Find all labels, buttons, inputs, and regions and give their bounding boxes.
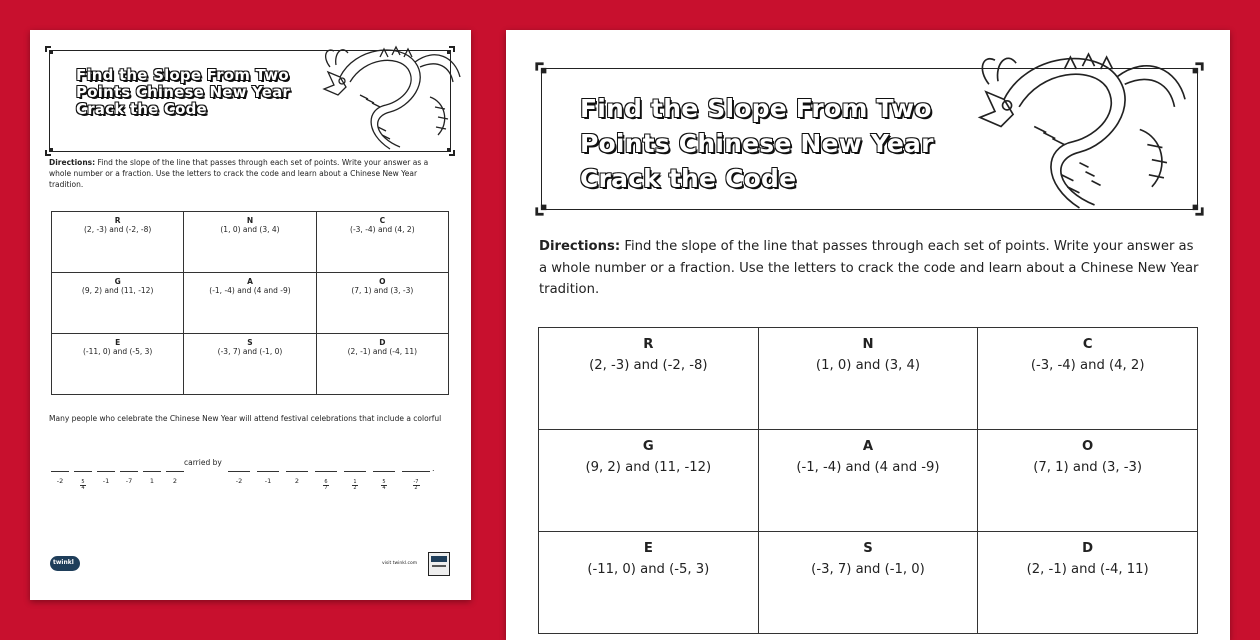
cell-letter: A — [862, 439, 874, 454]
code-value: 2 — [294, 477, 300, 485]
code-value: $\frac{5}{4}$ — [382, 479, 386, 491]
problem-cell — [758, 328, 978, 430]
code-value: $\frac{-7}{2}$ — [413, 479, 419, 491]
directions — [539, 236, 1199, 301]
cell-points: (2, -3) and (-2, -8) — [84, 225, 152, 234]
problem-grid — [51, 211, 449, 395]
website-text: visit twinkl.com — [382, 561, 418, 566]
problem-cell — [52, 212, 184, 273]
cell-letter: E — [643, 541, 653, 556]
answer-blank — [373, 471, 395, 472]
cell-points: (-3, 7) and (-1, 0) — [217, 347, 283, 356]
brand-name: twinkl — [53, 559, 74, 566]
cell-letter: C — [379, 216, 386, 225]
answer-blank — [97, 471, 115, 472]
cell-points: (-1, -4) and (4 and -9) — [796, 460, 940, 475]
answer-blank — [120, 471, 138, 472]
answer-blank — [51, 471, 69, 472]
cell-points: (-3, -4) and (4, 2) — [1030, 358, 1145, 373]
problem-cell — [539, 532, 759, 634]
problem-cell — [758, 430, 978, 532]
answer-blank — [74, 471, 92, 472]
cell-points: (1, 0) and (3, 4) — [815, 358, 921, 373]
code-value: -1 — [102, 477, 110, 485]
problem-cell — [539, 328, 759, 430]
problem-cell — [316, 334, 448, 395]
corner-ornament-icon — [534, 61, 556, 83]
title-line: Points Chinese New Year — [76, 82, 291, 101]
cell-points: (-11, 0) and (-5, 3) — [82, 347, 153, 356]
answer-blank — [344, 471, 366, 472]
answer-blank — [286, 471, 308, 472]
directions-label: Directions: — [49, 158, 96, 167]
title-line: Find the Slope From Two — [76, 66, 289, 84]
cell-letter: R — [643, 337, 654, 352]
answer-blank — [402, 471, 430, 472]
code-value: -1 — [264, 477, 272, 485]
corner-ornament-icon — [534, 195, 556, 217]
carried-by-text: carried by — [184, 458, 222, 467]
problem-cell — [758, 532, 978, 634]
cell-letter: R — [114, 216, 121, 225]
title-line: Points Chinese New Year — [580, 129, 934, 158]
corner-ornament-icon — [44, 45, 60, 61]
cell-points: (2, -1) and (-4, 11) — [347, 347, 418, 356]
publisher-badge-icon — [428, 552, 450, 576]
corner-ornament-icon — [44, 141, 60, 157]
dragon-illustration — [320, 37, 470, 155]
answer-blank — [228, 471, 250, 472]
problem-cell — [52, 334, 184, 395]
problem-cell — [184, 273, 316, 334]
problem-cell — [978, 328, 1198, 430]
directions-text: Find the slope of the line that passes through each set of points. Write your answer as a whole number or a fraction. Use the letters to crack the code and learn about a Chinese New Year tradition. — [539, 239, 1199, 297]
title-banner — [541, 68, 1198, 210]
cell-points: (7, 1) and (3, -3) — [351, 286, 414, 295]
cell-points: (1, 0) and (3, 4) — [220, 225, 280, 234]
answer-blank — [257, 471, 279, 472]
worksheet-title — [76, 67, 290, 117]
cell-letter: A — [247, 277, 253, 286]
cell-letter: O — [1082, 439, 1094, 454]
cell-letter: G — [642, 439, 654, 454]
cell-letter: D — [1082, 541, 1094, 556]
problem-cell — [978, 532, 1198, 634]
cell-letter: N — [246, 216, 254, 225]
cell-points: (7, 1) and (3, -3) — [1033, 460, 1143, 475]
cell-points: (-3, -4) and (4, 2) — [350, 225, 415, 234]
code-value: $\frac{1}{2}$ — [353, 479, 357, 491]
title-line: Crack the Code — [76, 99, 207, 118]
cell-letter: S — [863, 541, 873, 556]
cell-points: (-3, 7) and (-1, 0) — [811, 562, 925, 577]
cell-letter: S — [247, 338, 253, 347]
code-value: $\frac{5}{4}$ — [81, 479, 85, 491]
problem-cell — [52, 273, 184, 334]
cell-letter: D — [379, 338, 386, 347]
puzzle-sentence: Many people who celebrate the Chinese New Year will attend festival celebrations that include a colorful — [49, 414, 442, 423]
problem-cell — [978, 430, 1198, 532]
cell-letter: E — [115, 338, 121, 347]
problem-cell — [184, 334, 316, 395]
twinkl-logo-icon — [50, 556, 80, 571]
code-value: -2 — [56, 477, 64, 485]
cell-letter: N — [862, 337, 874, 352]
problem-cell — [539, 430, 759, 532]
worksheet-page-preview — [30, 30, 471, 600]
cell-points: (-11, 0) and (-5, 3) — [587, 562, 710, 577]
answer-blank — [143, 471, 161, 472]
worksheet-title — [580, 91, 934, 196]
problem-cell — [316, 212, 448, 273]
problem-grid — [538, 327, 1198, 634]
directions-label: Directions: — [539, 239, 621, 254]
answer-blank — [166, 471, 184, 472]
code-value: -2 — [235, 477, 243, 485]
cell-letter: C — [1082, 337, 1093, 352]
sentence-period: . — [432, 464, 435, 473]
code-value: -7 — [125, 477, 133, 485]
cell-points: (2, -3) and (-2, -8) — [589, 358, 708, 373]
title-line: Crack the Code — [580, 164, 797, 193]
code-line — [30, 450, 471, 500]
problem-cell — [316, 273, 448, 334]
cell-points: (2, -1) and (-4, 11) — [1026, 562, 1149, 577]
answer-blank — [315, 471, 337, 472]
cell-points: (-1, -4) and (4 and -9) — [209, 286, 291, 295]
cell-letter: O — [379, 277, 386, 286]
cell-letter: G — [114, 277, 121, 286]
title-line: Find the Slope From Two — [580, 94, 932, 123]
worksheet-page-zoom — [506, 30, 1230, 640]
code-value: $\frac{6}{7}$ — [324, 479, 328, 491]
title-banner — [49, 50, 451, 152]
cell-points: (9, 2) and (11, -12) — [585, 460, 712, 475]
dragon-illustration — [972, 39, 1202, 217]
problem-cell — [184, 212, 316, 273]
code-value: 2 — [172, 477, 178, 485]
cell-points: (9, 2) and (11, -12) — [81, 286, 154, 295]
directions-text: Find the slope of the line that passes through each set of points. Write your answer as a whole number or a fraction. Use the letters to crack the code and learn about a Chinese New Year tradition. — [49, 158, 429, 189]
code-value: 1 — [149, 477, 155, 485]
directions — [49, 157, 449, 190]
